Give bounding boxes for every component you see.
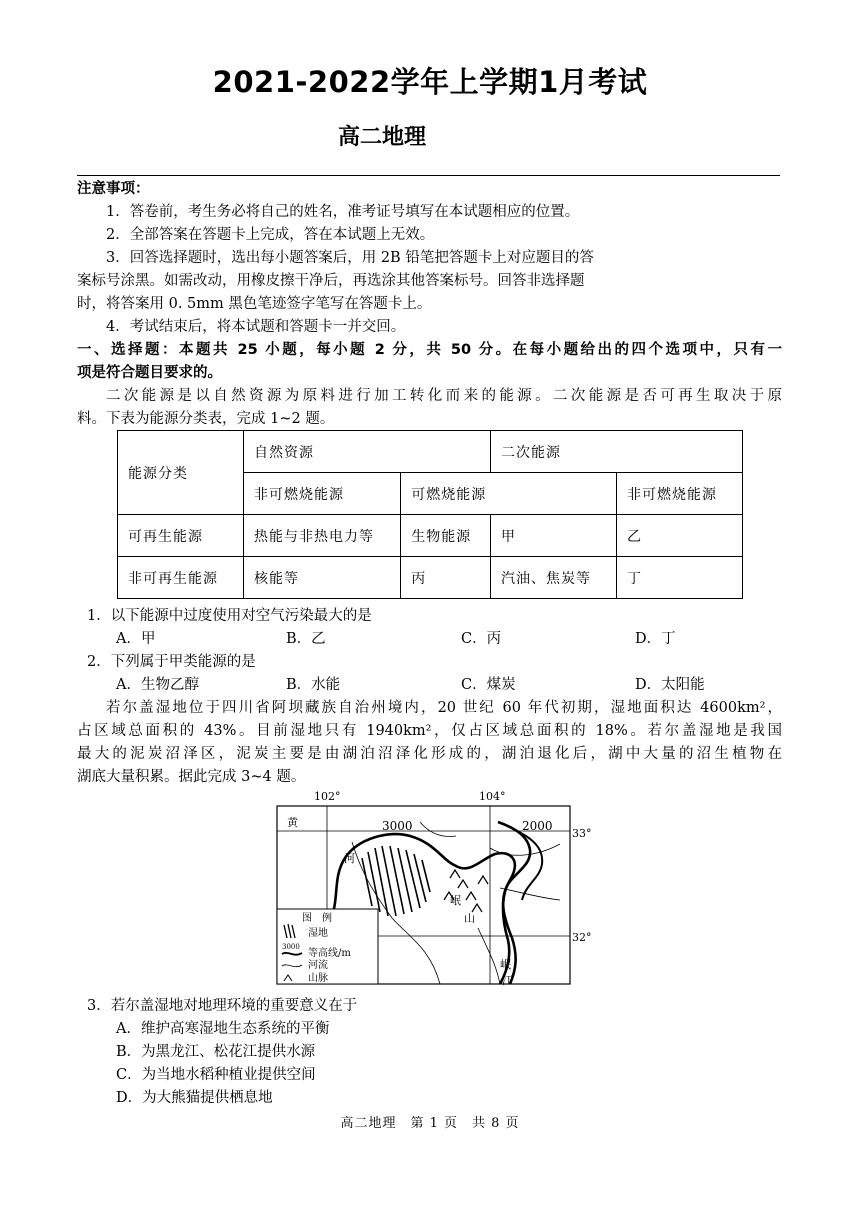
table-header-secondary: 二次能源 <box>490 431 742 473</box>
legend-title: 图 例 <box>302 913 332 924</box>
label-min-shan-1: 岷 <box>450 894 461 907</box>
table-header-non-combust-2: 非可燃烧能源 <box>616 473 742 515</box>
table-header-non-combust: 非可燃烧能源 <box>244 473 401 515</box>
table-cell: 热能与非热电力等 <box>244 515 401 557</box>
option-d: D．丁 <box>635 631 676 647</box>
table-cell: 汽油、焦炭等 <box>490 557 616 599</box>
table-corner: 能源分类 <box>118 431 244 515</box>
table-header-natural: 自然资源 <box>244 431 491 473</box>
legend-wetland-label: 湿地 <box>308 928 328 939</box>
intro2-line2: 占区域总面积的 43%。目前湿地只有 1940km²，仅占区域总面积的 18%。若尔盖湿地是我国 <box>77 723 782 739</box>
option-b: B．为黑龙江、松花江提供水源 <box>116 1044 316 1060</box>
section1-heading-cont: 项是符合题目要求的。 <box>77 365 222 381</box>
option-a: A．生物乙醇 <box>116 677 199 693</box>
legend-contour-label: 等高线/m <box>308 948 351 959</box>
label-he: 河 <box>344 852 355 865</box>
question-3-stem: 3．若尔盖湿地对地理环境的重要意义在于 <box>87 998 358 1014</box>
notice-item-3-cont2: 时，将答案用 0. 5mm 黑色笔迹签字笔写在答题卡上。 <box>77 296 432 312</box>
option-c: C．丙 <box>461 631 502 647</box>
header-rule <box>77 175 780 176</box>
notice-item-1: 1．答卷前，考生务必将自己的姓名，准考证号填写在本试题相应的位置。 <box>106 204 580 220</box>
exam-title: 2021-2022学年上学期1月考试 <box>212 65 648 99</box>
table-header-combust: 可燃烧能源 <box>401 473 617 515</box>
intro2-line1: 若尔盖湿地位于四川省阿坝藏族自治州境内，20 世纪 60 年代初期，湿地面积达 4600km²， <box>106 700 782 716</box>
legend-contour-value: 3000 <box>282 943 300 951</box>
option-c: C．为当地水稻种植业提供空间 <box>116 1067 316 1083</box>
table-cell: 丙 <box>401 557 491 599</box>
latitude-label-33: 33° <box>572 827 592 840</box>
intro1-line1: 二次能源是以自然资源为原料进行加工转化而来的能源。二次能源是否可再生取决于原 <box>106 388 782 404</box>
section1-heading: 一、选择题：本题共 25 小题，每小题 2 分，共 50 分。在每小题给出的四个选项中，只有一 <box>77 342 782 358</box>
page-footer: 高二地理 第 1 页 共 8 页 <box>340 1116 520 1131</box>
legend-mountain-label: 山脉 <box>308 973 328 984</box>
option-c: C．煤炭 <box>461 677 516 693</box>
question-1-stem: 1．以下能源中过度使用对空气污染最大的是 <box>87 608 372 624</box>
exam-subtitle: 高二地理 <box>338 125 427 150</box>
notice-item-3-cont1: 案标号涂黑。如需改动，用橡皮擦干净后，再选涂其他答案标号。回答非选择题 <box>77 273 585 289</box>
latitude-label-32: 32° <box>572 931 592 944</box>
table-row-label: 可再生能源 <box>118 515 244 557</box>
option-a: A．甲 <box>116 631 156 647</box>
intro2-line3: 最大的泥炭沼泽区，泥炭主要是由湖泊沼泽化形成的，湖泊退化后，湖中大量的沼生植物在 <box>77 746 782 762</box>
option-b: B．乙 <box>286 631 326 647</box>
label-huang: 黄 <box>287 816 298 829</box>
question-2-stem: 2．下列属于甲类能源的是 <box>87 654 256 670</box>
table-cell: 生物能源 <box>401 515 491 557</box>
intro1-line2: 料。下表为能源分类表，完成 1~2 题。 <box>77 411 335 427</box>
longitude-label-104: 104° <box>479 790 506 803</box>
notice-item-3: 3．回答选择题时，选出每小题答案后，用 2B 铅笔把答题卡上对应题目的答 <box>106 250 594 266</box>
table-row-label: 非可再生能源 <box>118 557 244 599</box>
table-cell: 丁 <box>616 557 742 599</box>
energy-classification-table <box>117 430 743 599</box>
legend-river-label: 河流 <box>308 960 328 971</box>
contour-2000-inner <box>515 830 542 900</box>
label-min-jiang-1: 岷 <box>500 958 511 971</box>
table-cell: 核能等 <box>244 557 401 599</box>
label-min-jiang-2: 江 <box>502 974 513 987</box>
longitude-label-102: 102° <box>314 790 341 803</box>
table-cell: 乙 <box>616 515 742 557</box>
label-contour-2000: 2000 <box>522 819 553 833</box>
label-min-shan-2: 山 <box>464 912 475 925</box>
option-b: B．水能 <box>286 677 341 693</box>
notice-item-2: 2．全部答案在答题卡上完成，答在本试题上无效。 <box>106 227 435 243</box>
option-d: D．太阳能 <box>635 677 705 693</box>
wetland-hatching <box>362 846 430 916</box>
notice-item-4: 4．考试结束后，将本试题和答题卡一并交回。 <box>106 319 406 335</box>
table-cell: 甲 <box>490 515 616 557</box>
notice-heading: 注意事项： <box>77 181 150 197</box>
intro2-line4: 湖底大量积累。据此完成 3~4 题。 <box>77 769 306 785</box>
label-contour-3000: 3000 <box>382 819 413 833</box>
option-d: D．为大熊猫提供栖息地 <box>116 1090 273 1106</box>
option-a: A．维护高寒湿地生态系统的平衡 <box>116 1021 330 1037</box>
zoige-wetland-map <box>260 788 600 990</box>
